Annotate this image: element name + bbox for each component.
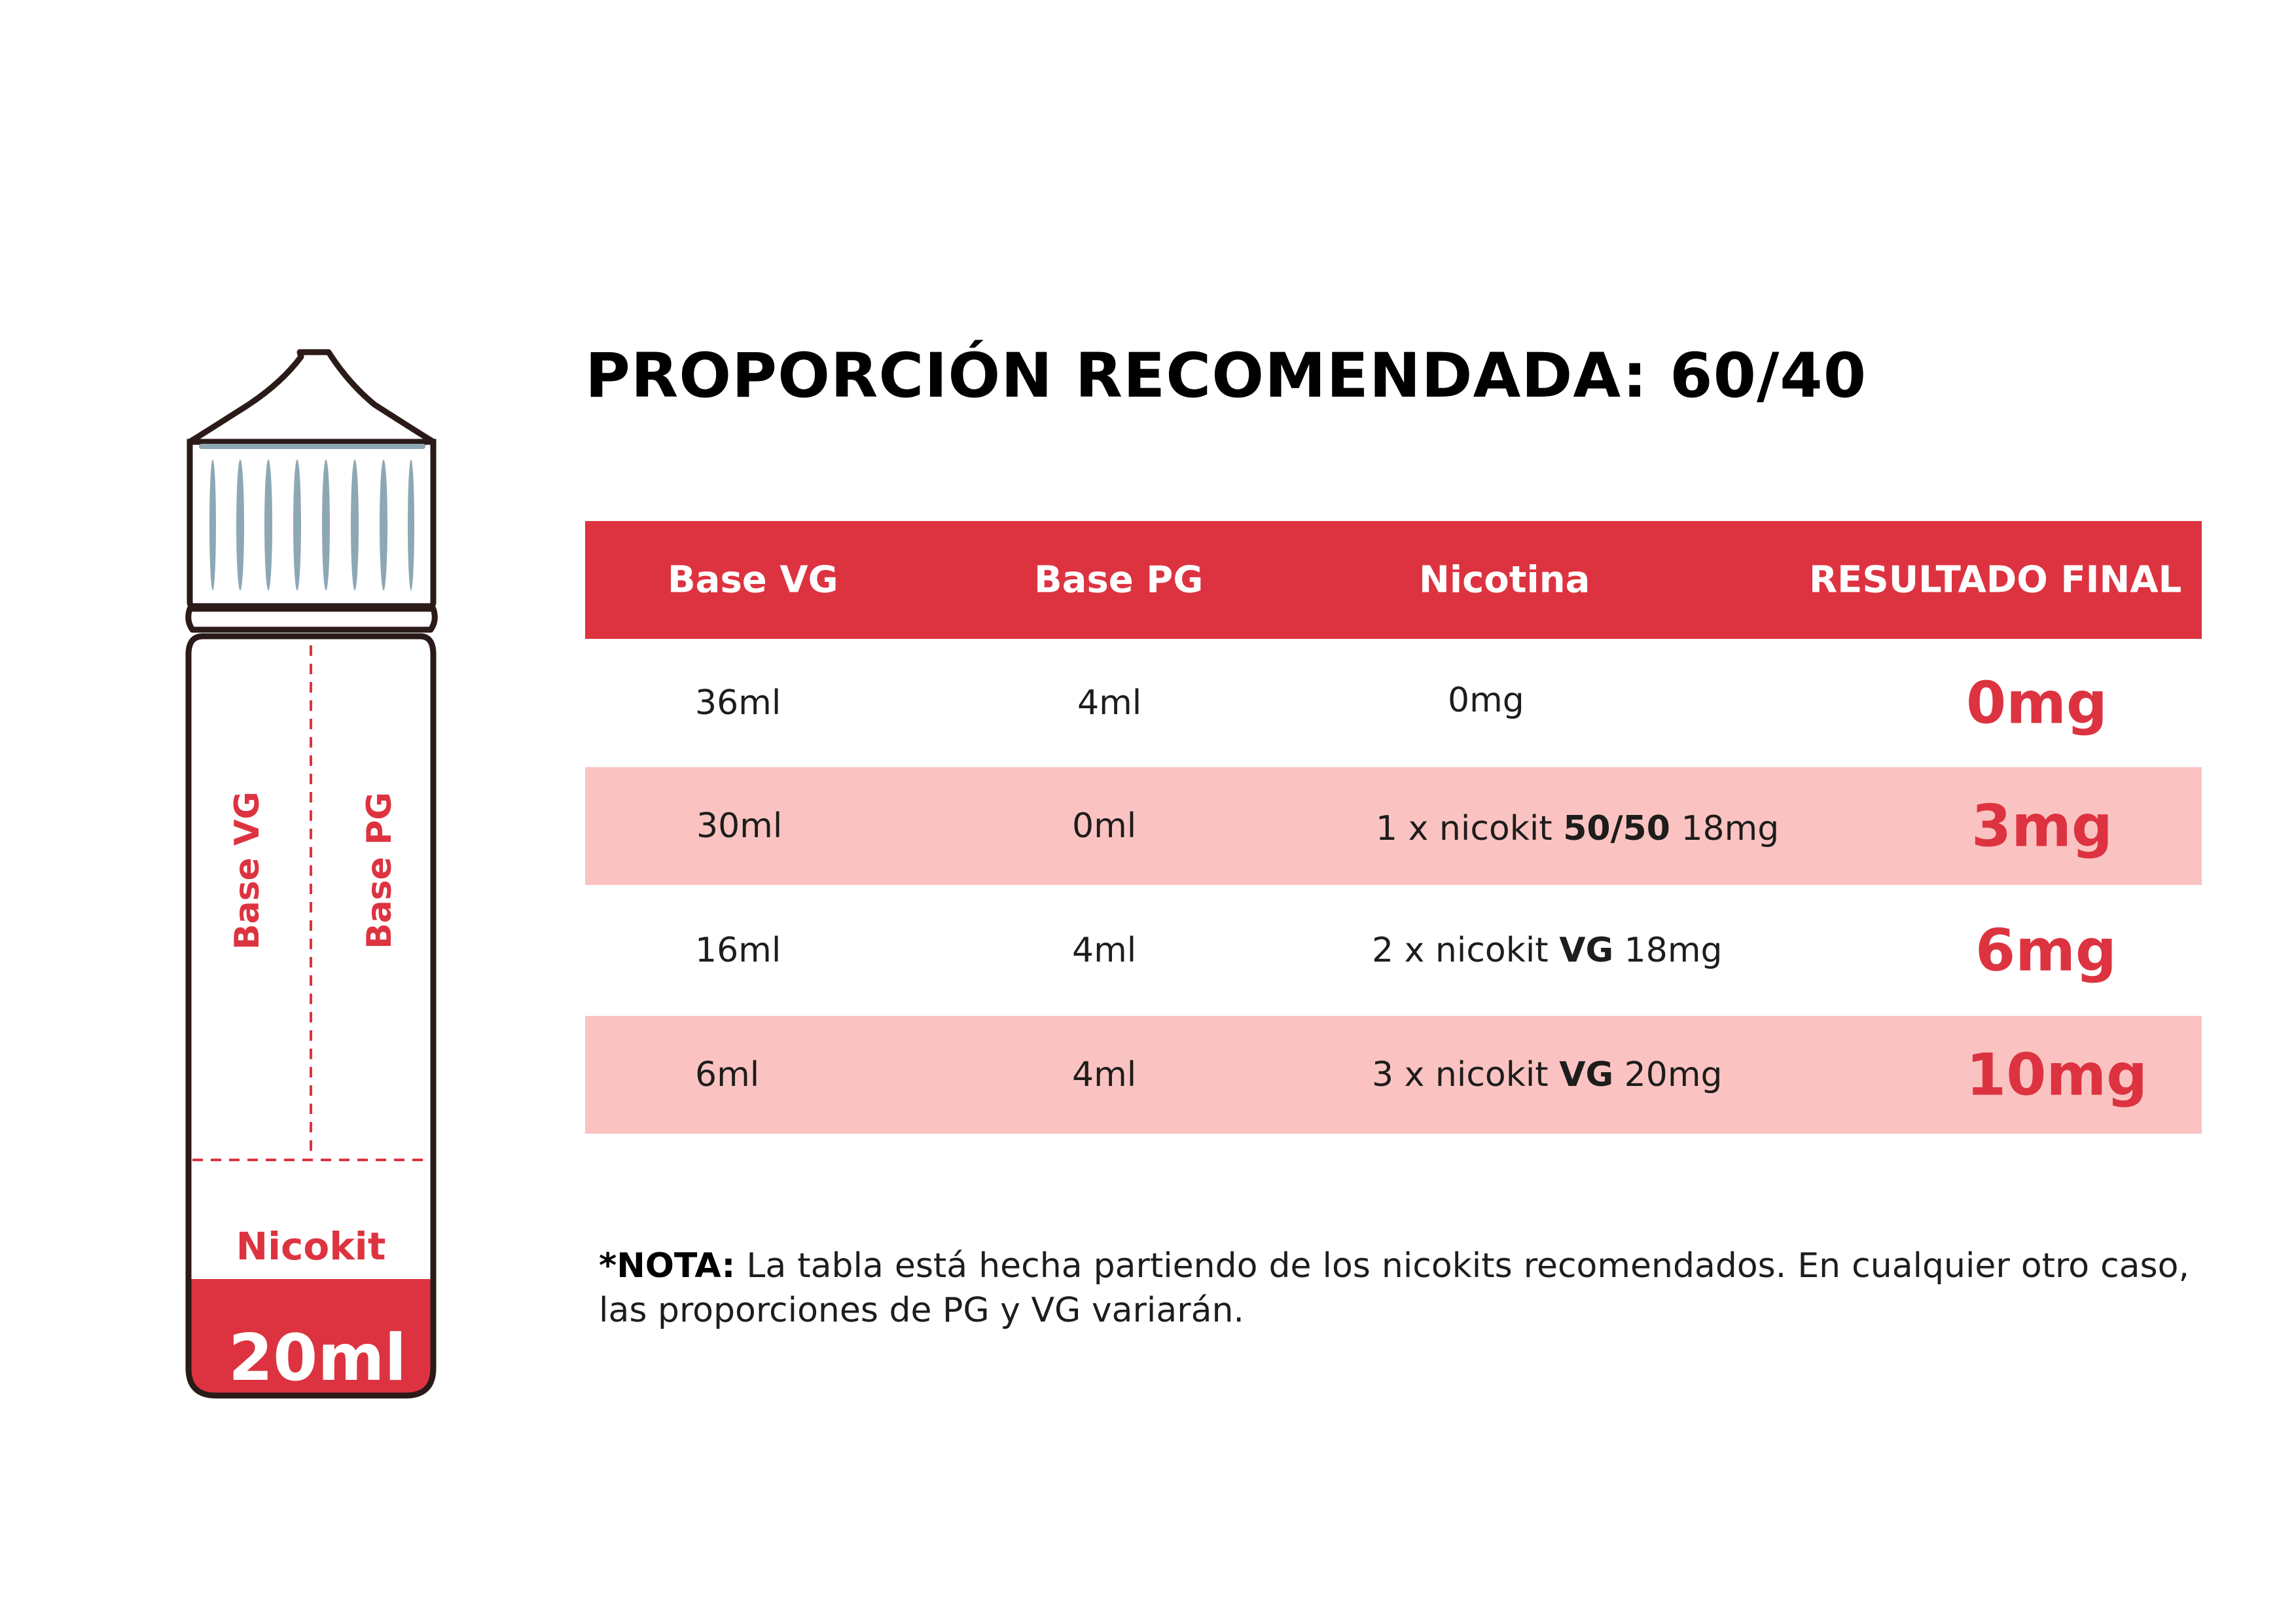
bottle-capacity: 20ml	[228, 1321, 407, 1396]
cell-result: 0mg	[1966, 669, 2108, 737]
cell-nicotina: 2 x nicokit VG 18mg	[1372, 931, 1723, 970]
cell-result: 3mg	[1971, 792, 2113, 860]
table-row	[585, 639, 2202, 767]
cell-vg: 30ml	[696, 806, 783, 846]
cell-vg: 36ml	[695, 683, 781, 723]
bottle-illustration	[177, 347, 445, 1407]
table-row	[585, 767, 2202, 885]
footnote-text: La tabla está hecha partiendo de los nicokits recomendados. En cualquier otro caso, las proporciones de PG y VG variarán.	[599, 1246, 2189, 1330]
cell-pg: 4ml	[1077, 683, 1142, 723]
cell-pg: 4ml	[1072, 1055, 1137, 1094]
cell-nicotina: 0mg	[1448, 681, 1524, 720]
page-title: PROPORCIÓN RECOMENDADA: 60/40	[585, 340, 1867, 412]
proportion-table	[585, 521, 2202, 1134]
bottle-neck	[188, 609, 435, 630]
cell-nicotina: 1 x nicokit 50/50 18mg	[1376, 809, 1780, 848]
cell-result: 10mg	[1966, 1041, 2148, 1109]
cell-vg: 6ml	[695, 1055, 760, 1094]
header-base-pg: Base PG	[1034, 558, 1204, 602]
cell-result: 6mg	[1975, 916, 2117, 984]
cell-nicotina: 3 x nicokit VG 20mg	[1372, 1055, 1723, 1094]
table-row	[585, 1016, 2202, 1134]
bottle-label-pg: Base PG	[360, 792, 399, 949]
table-header	[585, 521, 2202, 639]
bottle-cap	[190, 442, 433, 606]
footnote-label: *NOTA:	[599, 1246, 736, 1286]
bottle-label-nicokit: Nicokit	[236, 1224, 386, 1269]
cell-pg: 4ml	[1072, 931, 1137, 970]
cell-pg: 0ml	[1072, 806, 1137, 846]
header-nicotina: Nicotina	[1419, 558, 1590, 602]
header-resultado-final: RESULTADO FINAL	[1809, 558, 2182, 602]
header-base-vg: Base VG	[668, 558, 838, 602]
table-row	[585, 885, 2202, 1016]
bottle-label-vg: Base VG	[228, 791, 267, 950]
bottle-nozzle	[190, 352, 433, 452]
footnote	[599, 1244, 2189, 1333]
cell-vg: 16ml	[695, 931, 781, 970]
